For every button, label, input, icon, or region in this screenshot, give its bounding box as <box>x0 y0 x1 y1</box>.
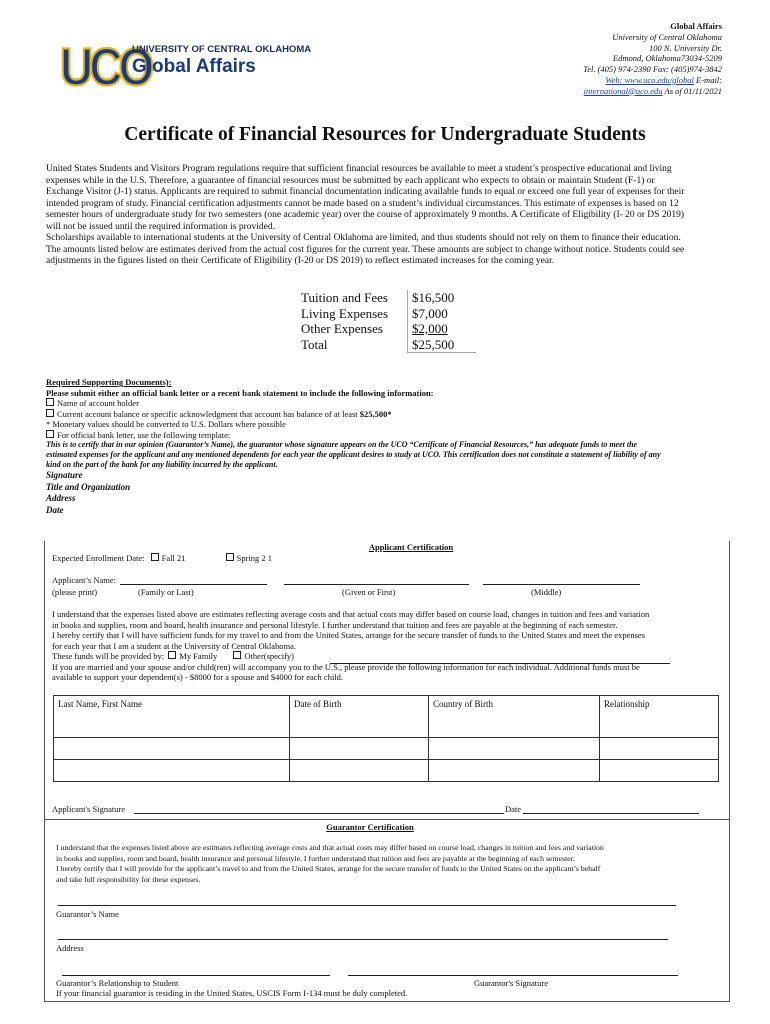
family-label: (Family or Last) <box>138 587 194 597</box>
template-date: Date <box>46 504 64 515</box>
street-address: 100 N. University Dr. <box>649 42 722 53</box>
applicant-date-label: Date <box>505 804 522 814</box>
fees-table <box>297 290 476 353</box>
guarantor-name-label: Guarantor’s Name <box>56 909 119 919</box>
bank-letter-template <box>46 440 736 470</box>
website-link[interactable]: Web: www.uco.edu/global <box>605 74 694 85</box>
fall-option: Fall 21 <box>161 553 186 563</box>
dependent-relationship-cell[interactable] <box>600 738 719 760</box>
template-signature: Signature <box>46 470 83 480</box>
intro-line: adjustments in the figures listed on their Certificate of Eligibility (I-20 or DS 2019) to reflect estimated increases for the coming year. <box>46 256 555 266</box>
fee-row <box>297 306 476 322</box>
dependent-dob-cell[interactable] <box>290 738 429 760</box>
required-heading: Required Supporting Documents): <box>46 377 172 387</box>
page-title: Certificate of Financial Resources for Undergraduate Students <box>124 124 646 145</box>
template-line: kind on the part of the bank for any liability incurred by the applicant. <box>46 460 278 469</box>
i134-footnote: If your financial guarantor is residing in the United States, USCIS Form I-134 must be duly completed. <box>56 988 408 998</box>
applicant-signature-label: Applicant's Signature <box>52 804 126 814</box>
other-checkbox[interactable] <box>233 651 241 659</box>
statement-line: I hereby certify that I will provide for the applicant’s travel to and from the United States, arrange for the secure transfer of funds to the United States on the applicant’s behalf <box>56 864 601 873</box>
fall-checkbox[interactable] <box>151 553 159 561</box>
intro-line: Exchange Visitor (J-1) status. Applicants are required to submit financial documentation indicating available funds to equal or exceed one full year of expenses for their <box>46 187 685 197</box>
fee-label: Total <box>301 336 328 352</box>
dependent-dob-cell[interactable] <box>290 760 429 782</box>
funds-provided-by <box>52 651 722 662</box>
intro-line: intended program of study. Financial certification adjustments cannot be made based on a student’s individual circumstances. This estimate of expenses is based on 12 <box>46 198 679 209</box>
required-item-label: For official bank letter, use the following template: <box>57 429 231 440</box>
required-item-balance <box>46 409 736 420</box>
intro-paragraph <box>46 164 726 268</box>
phone-fax: Tel. (405) 974-2390 Fax: (405)974-3842 <box>583 64 722 75</box>
enrollment-date <box>52 553 272 564</box>
guarantor-relationship-label: Guarantor’s Relationship to Student <box>56 978 179 988</box>
col-header-country: Country of Birth <box>429 696 600 738</box>
applicant-date-line[interactable] <box>523 813 699 814</box>
as-of-date: As of 01/11/2021 <box>664 85 722 96</box>
middle-label: (Middle) <box>531 587 562 597</box>
provided-label: These funds will be provided by: <box>52 651 165 661</box>
checkbox[interactable] <box>46 398 54 406</box>
middle-name-line[interactable] <box>483 584 640 585</box>
col-header-dob: Date of Birth <box>290 696 429 738</box>
other-option: Other(specify) <box>244 651 294 661</box>
applicant-name-label: Applicant’s Name: <box>52 575 116 585</box>
fee-label: Other Expenses <box>301 321 383 336</box>
fee-row <box>297 321 476 337</box>
fee-label: Living Expenses <box>301 305 389 321</box>
guarantor-name-line[interactable] <box>58 905 676 906</box>
template-address: Address <box>46 493 76 503</box>
guarantor-address-line[interactable] <box>58 939 668 940</box>
address-block <box>462 21 722 97</box>
statement-line: in books and supplies, room and board, health insurance and personal lifestyle. I further understand that tuition and fees are payable at the beginning of each semester. <box>52 619 618 630</box>
guarantor-heading: Guarantor Certification <box>326 822 414 832</box>
statement-line: I hereby certify that I will have sufficient funds for my travel to and from the United States, arrange for the secure transfer of funds to the United States and meet the expenses <box>52 630 645 640</box>
guarantor-signature-label: Guarantor's Signature <box>474 978 548 988</box>
dependents-header-row <box>54 696 719 738</box>
logo-global-affairs-text: Global Affairs <box>132 56 256 77</box>
template-signature-lines <box>46 470 736 516</box>
required-item-name <box>46 398 736 409</box>
statement-line: I understand that the expenses listed above are estimates reflecting average costs and that actual costs may differ based on course load, changes in tuition and fees and variation <box>56 843 604 852</box>
dependent-name-cell[interactable] <box>54 760 290 782</box>
dependent-name-cell[interactable] <box>54 738 290 760</box>
my-family-option: My Family <box>179 651 218 661</box>
template-line: estimated expenses for the applicant and any mentioned dependents for each year the applicant desires to study at UCO. This certification does not constitute a statement of liability of any <box>46 450 661 459</box>
col-header-name: Last Name, First Name <box>54 696 290 738</box>
other-specify-line[interactable] <box>330 663 670 664</box>
dependent-relationship-cell[interactable] <box>600 760 719 782</box>
dependents-line: If you are married and your spouse and/or child(ren) will accompany you to the U.S., please provide the following information for each individual. Additional funds must be <box>52 661 640 672</box>
university-name: University of Central Oklahoma <box>612 31 722 42</box>
intro-line: United States Students and Visitors Program regulations require that sufficient financial resources be available to meet a student’s prospective educational and living <box>46 164 672 174</box>
fee-label: Tuition and Fees <box>301 290 388 305</box>
fee-row <box>297 290 476 306</box>
enrollment-label: Expected Enrollment Date: <box>52 553 145 563</box>
office-name: Global Affairs <box>670 21 722 31</box>
intro-line: expenses while in the U.S. Therefore, a guarantee of financial resources must be submitted by each applicant who expects to obtain or maintain Student (F-1) or <box>46 175 655 186</box>
required-subheading: Please submit either an official bank letter or a recent bank statement to include the following information: <box>46 387 434 398</box>
fee-amount: $25,500 <box>408 337 477 353</box>
fee-amount: $2,000 <box>408 321 477 337</box>
required-item-label: Current account balance or specific acknowledgment that account has balance of at least <box>57 408 360 419</box>
checkbox[interactable] <box>46 430 54 438</box>
intro-line: The amounts listed below are estimates derived from the actual cost figures for the current year. These amounts are subject to change without notice. Students could see <box>46 244 685 255</box>
intro-line: semester hours of undergraduate study for two semesters (one academic year) over the course of approximately 9 months. A Certificate of Eligibility (I- 20 or DS 2019) <box>46 210 684 220</box>
statement-line: for each year that I am a student at the University of Central Oklahoma. <box>52 640 297 651</box>
required-item-label: Name of account holder <box>57 398 139 408</box>
checkbox[interactable] <box>46 409 54 417</box>
uco-logo-mark: UCO <box>60 36 151 97</box>
applicant-signature-line[interactable] <box>134 813 504 814</box>
guarantor-address-label: Address <box>56 943 84 953</box>
guarantor-relationship-line[interactable] <box>62 975 330 976</box>
template-line: This is to certify that in our opinion (Guarantor’s Name), the guarantor whose signature appears on the UCO “Certificate of Financial Resources,” has adequate funds to meet the <box>46 440 638 449</box>
required-note: * Monetary values should be converted to U.S. Dollars where possible <box>46 419 286 429</box>
my-family-checkbox[interactable] <box>168 651 176 659</box>
logo-university-text: UNIVERSITY OF CENTRAL OKLAHOMA <box>132 44 312 55</box>
spring-option: Spring 2 1 <box>236 553 273 563</box>
city-address: Edmond, Oklahoma73034-5209 <box>612 53 722 64</box>
intro-line: Scholarships available to international students at the University of Central Oklahoma are limited, and thus students should not rely on them to finance their education. <box>46 233 681 243</box>
required-documents <box>46 377 736 516</box>
statement-line: in books and supplies, room and board, health insurance and personal lifestyle. I further understand that tuition and fees are payable at the beginning of each semester. <box>56 853 575 863</box>
spring-checkbox[interactable] <box>226 553 234 561</box>
uco-logo <box>60 30 312 97</box>
intro-line: will not be issued until the required information is provided. <box>46 221 276 232</box>
dependent-row <box>54 760 719 782</box>
email-label: E-mail: <box>696 74 722 85</box>
template-title-org: Title and Organization <box>46 481 131 492</box>
fee-row <box>297 337 476 353</box>
fee-amount: $7,000 <box>408 306 477 322</box>
print-label: (please print) <box>52 587 98 597</box>
fee-amount: $16,500 <box>408 290 477 306</box>
applicant-heading: Applicant Certification <box>368 542 454 552</box>
statement-line: and take full responsibility for these expenses. <box>56 874 201 884</box>
required-amount: $25,500* <box>359 408 392 419</box>
dependents-table <box>53 695 719 782</box>
statement-line: I understand that the expenses listed above are estimates reflecting average costs and that actual costs may differ based on course load, changes in tuition and fees and variation <box>52 609 650 619</box>
required-item-template <box>46 430 736 441</box>
email-link[interactable]: international@uco.edu <box>583 85 663 96</box>
dependent-country-cell[interactable] <box>429 738 600 760</box>
given-name-line[interactable] <box>284 584 469 585</box>
dependent-row <box>54 738 719 760</box>
dependents-line: available to support your dependent(s) - $8000 for a spouse and $4000 for each child. <box>52 672 344 682</box>
applicant-statement <box>52 609 722 683</box>
guarantor-signature-line[interactable] <box>348 975 678 976</box>
given-label: (Given or First) <box>342 587 396 597</box>
col-header-relationship: Relationship <box>600 696 719 738</box>
guarantor-statement <box>56 843 724 885</box>
family-name-line[interactable] <box>120 584 267 585</box>
dependent-country-cell[interactable] <box>429 760 600 782</box>
